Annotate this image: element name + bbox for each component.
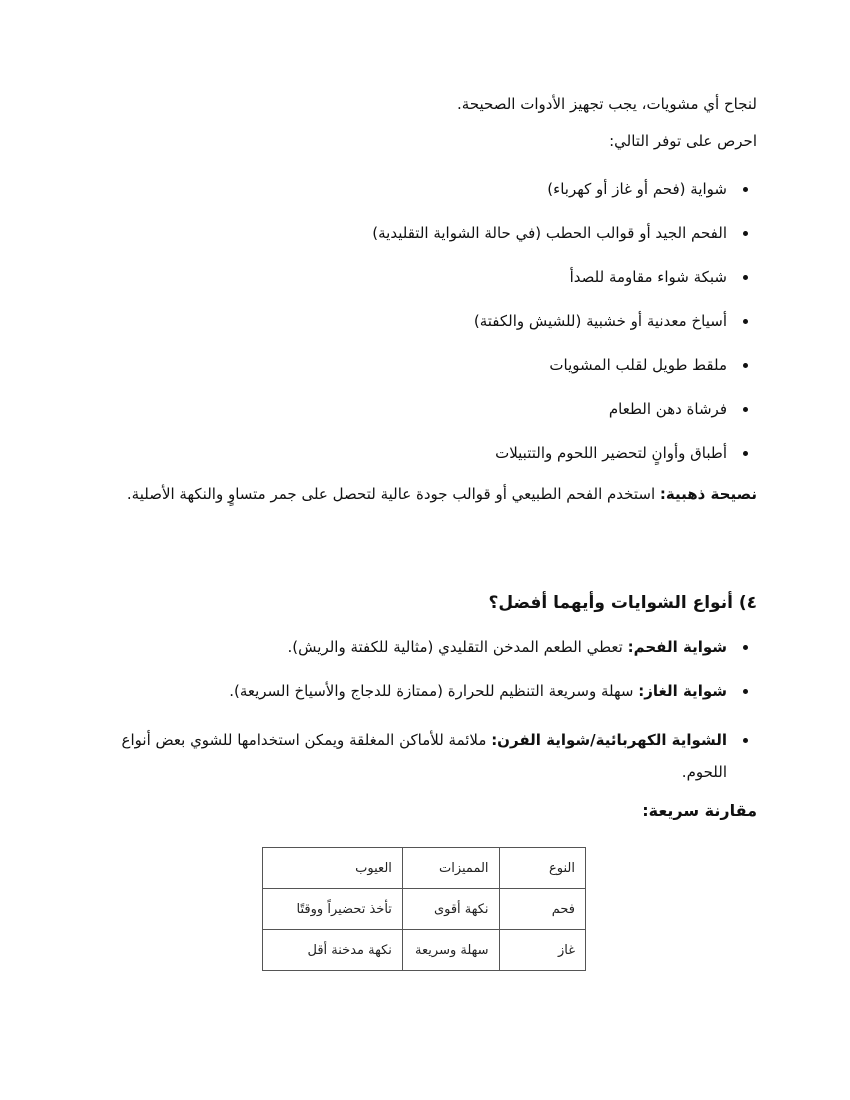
table-cell: غاز [499,930,585,971]
list-item [117,724,757,788]
bullet-icon [743,645,748,650]
table-cell: فحم [499,889,585,930]
list-item-text: شبكة شواء مقاومة للصدأ [569,268,727,286]
intro-line-2: احرص على توفر التالي: [609,132,757,150]
bullet-icon [743,407,748,412]
table-cell: تأخذ تحضيراً ووقتًا [263,889,403,930]
table-header-cell: المميزات [402,848,499,889]
list-item-text: الفحم الجيد أو قوالب الحطب (في حالة الشواية التقليدية) [372,224,727,242]
intro-line-1: لنجاح أي مشويات، يجب تجهيز الأدوات الصحيحة. [457,95,757,113]
bullet-icon [743,738,748,743]
list-item-text: أسياخ معدنية أو خشبية (للشيش والكفتة) [473,312,727,330]
grill-type-text: سهلة وسريعة التنظيم للحرارة (ممتازة للدجاج والأسياخ السريعة). [229,682,639,700]
list-item-text: ملقط طويل لقلب المشويات [549,356,727,374]
list-item-text: شواية (فحم أو غاز أو كهرباء) [547,180,727,198]
list-item-text: فرشاة دهن الطعام [608,400,727,418]
comparison-heading: مقارنة سريعة: [642,801,757,820]
list-item [117,636,757,658]
table-header-row [263,848,586,889]
golden-tip [107,483,757,505]
list-item [117,680,757,702]
bullet-icon [743,187,748,192]
list-item [107,442,757,464]
list-item [107,310,757,332]
bullet-icon [743,451,748,456]
grill-types-list [117,636,757,810]
grill-type-text: تعطي الطعم المدخن التقليدي (مثالية للكفتة والريش). [287,638,628,656]
list-item [107,178,757,200]
list-item [107,222,757,244]
tip-text: استخدم الفحم الطبيعي أو قوالب جودة عالية لتحصل على جمر متساوٍ والنكهة الأصلية. [126,485,660,503]
bullet-icon [743,231,748,236]
list-item [107,354,757,376]
section-heading: ٤) أنواع الشوايات وأيهما أفضل؟ [488,593,757,613]
table-cell: نكهة مدخنة أقل [263,930,403,971]
grill-type-label: الشواية الكهربائية/شواية الفرن: [491,731,727,749]
bullet-icon [743,275,748,280]
tip-label: نصيحة ذهبية: [659,485,757,503]
bullet-icon [743,689,748,694]
list-item-text: أطباق وأوانٍ لتحضير اللحوم والتتبيلات [495,444,727,462]
table-cell: سهلة وسريعة [402,930,499,971]
tools-list [107,178,757,486]
table-cell: نكهة أقوى [402,889,499,930]
table-row [263,889,586,930]
table-header-cell: العيوب [263,848,403,889]
grill-type-label: شواية الغاز: [638,682,727,700]
bullet-icon [743,363,748,368]
table-header-cell: النوع [499,848,585,889]
comparison-table [262,847,586,971]
list-item [107,398,757,420]
list-item [107,266,757,288]
table-row [263,930,586,971]
grill-type-label: شواية الفحم: [627,638,727,656]
bullet-icon [743,319,748,324]
grill-type-text: ملائمة للأماكن المغلقة ويمكن استخدامها للشوي بعض أنواع اللحوم. [121,731,727,781]
